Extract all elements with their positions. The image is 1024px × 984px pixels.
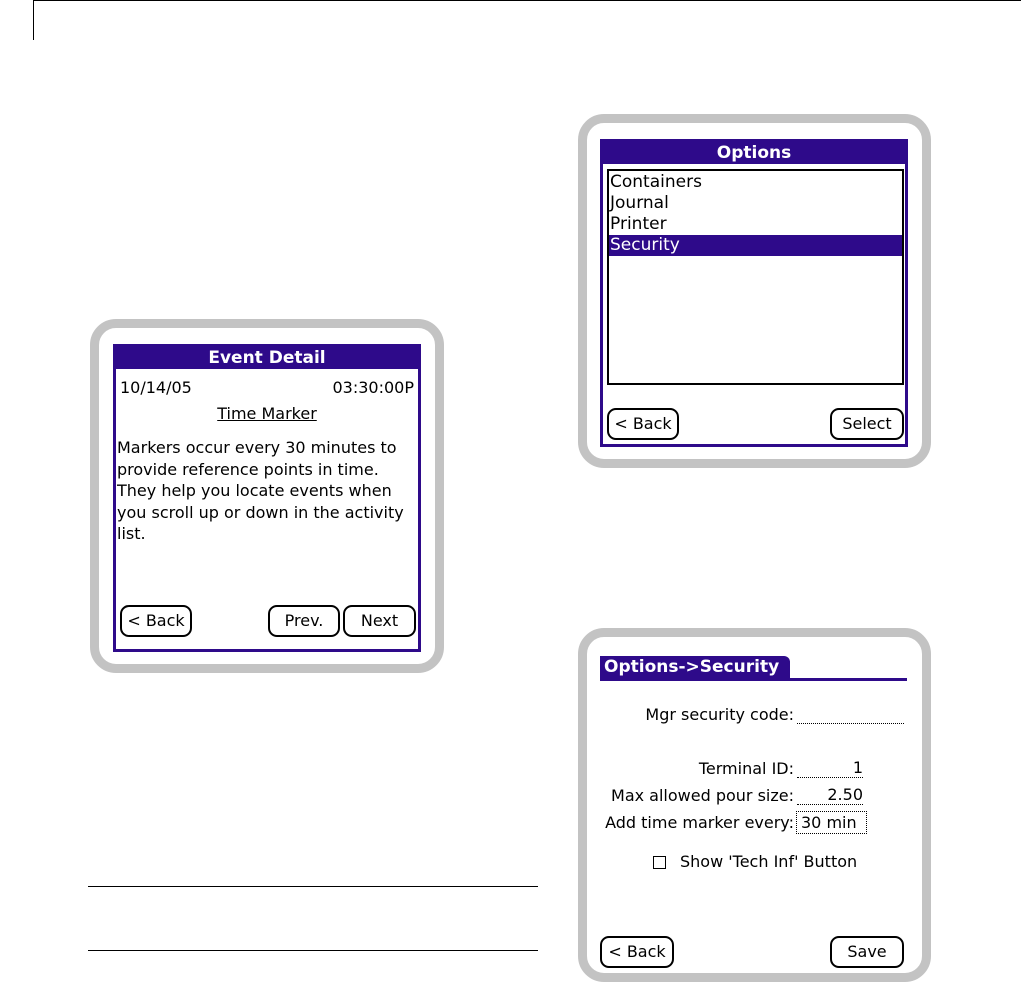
list-item-containers[interactable]: Containers bbox=[610, 172, 702, 192]
event-date: 10/14/05 bbox=[120, 378, 192, 397]
event-subject: Time Marker bbox=[217, 404, 317, 423]
security-device bbox=[578, 628, 931, 982]
list-item-security[interactable]: Security bbox=[609, 235, 902, 256]
event-description bbox=[117, 437, 404, 545]
mgr-security-field[interactable] bbox=[797, 704, 904, 724]
event-time: 03:30:00P bbox=[332, 378, 414, 397]
time-marker-select[interactable]: 30 min bbox=[796, 811, 867, 834]
back-button[interactable]: < Back bbox=[607, 408, 679, 440]
event-detail-screen bbox=[113, 344, 421, 652]
list-item-printer[interactable]: Printer bbox=[610, 214, 667, 234]
divider-line bbox=[88, 950, 538, 951]
time-marker-label: Add time marker every: bbox=[605, 813, 794, 832]
description-line: provide reference points in time. bbox=[117, 459, 379, 479]
security-title: Options->Security bbox=[604, 657, 780, 677]
description-line: Markers occur every 30 minutes to bbox=[117, 438, 397, 457]
back-button[interactable]: < Back bbox=[120, 605, 192, 637]
options-title: Options bbox=[603, 142, 905, 164]
max-pour-label: Max allowed pour size: bbox=[611, 786, 794, 805]
tech-inf-label: Show 'Tech Inf' Button bbox=[680, 852, 858, 871]
terminal-id-field[interactable]: 1 bbox=[797, 758, 863, 778]
options-list[interactable] bbox=[607, 169, 904, 385]
security-screen bbox=[600, 656, 910, 966]
options-device bbox=[578, 114, 931, 468]
select-button[interactable]: Select bbox=[830, 408, 904, 440]
save-button[interactable]: Save bbox=[830, 936, 904, 968]
tech-inf-checkbox[interactable] bbox=[653, 856, 666, 869]
description-line: list. bbox=[117, 524, 146, 543]
page-margin-rule bbox=[33, 0, 34, 40]
terminal-id-label: Terminal ID: bbox=[698, 759, 794, 778]
event-detail-device bbox=[90, 319, 444, 673]
back-button[interactable]: < Back bbox=[600, 936, 674, 968]
next-button[interactable]: Next bbox=[343, 605, 416, 637]
list-item-journal[interactable]: Journal bbox=[610, 193, 669, 213]
divider-line bbox=[88, 886, 538, 887]
description-line: They help you locate events when bbox=[117, 481, 392, 500]
description-line: you scroll up or down in the activity bbox=[117, 502, 404, 522]
page-top-rule bbox=[33, 0, 1021, 1]
event-detail-title: Event Detail bbox=[116, 347, 418, 369]
max-pour-field[interactable]: 2.50 bbox=[797, 785, 863, 805]
prev-button[interactable]: Prev. bbox=[268, 605, 340, 637]
mgr-security-label: Mgr security code: bbox=[645, 705, 794, 724]
security-title-rule bbox=[600, 678, 907, 681]
options-screen bbox=[600, 139, 908, 447]
